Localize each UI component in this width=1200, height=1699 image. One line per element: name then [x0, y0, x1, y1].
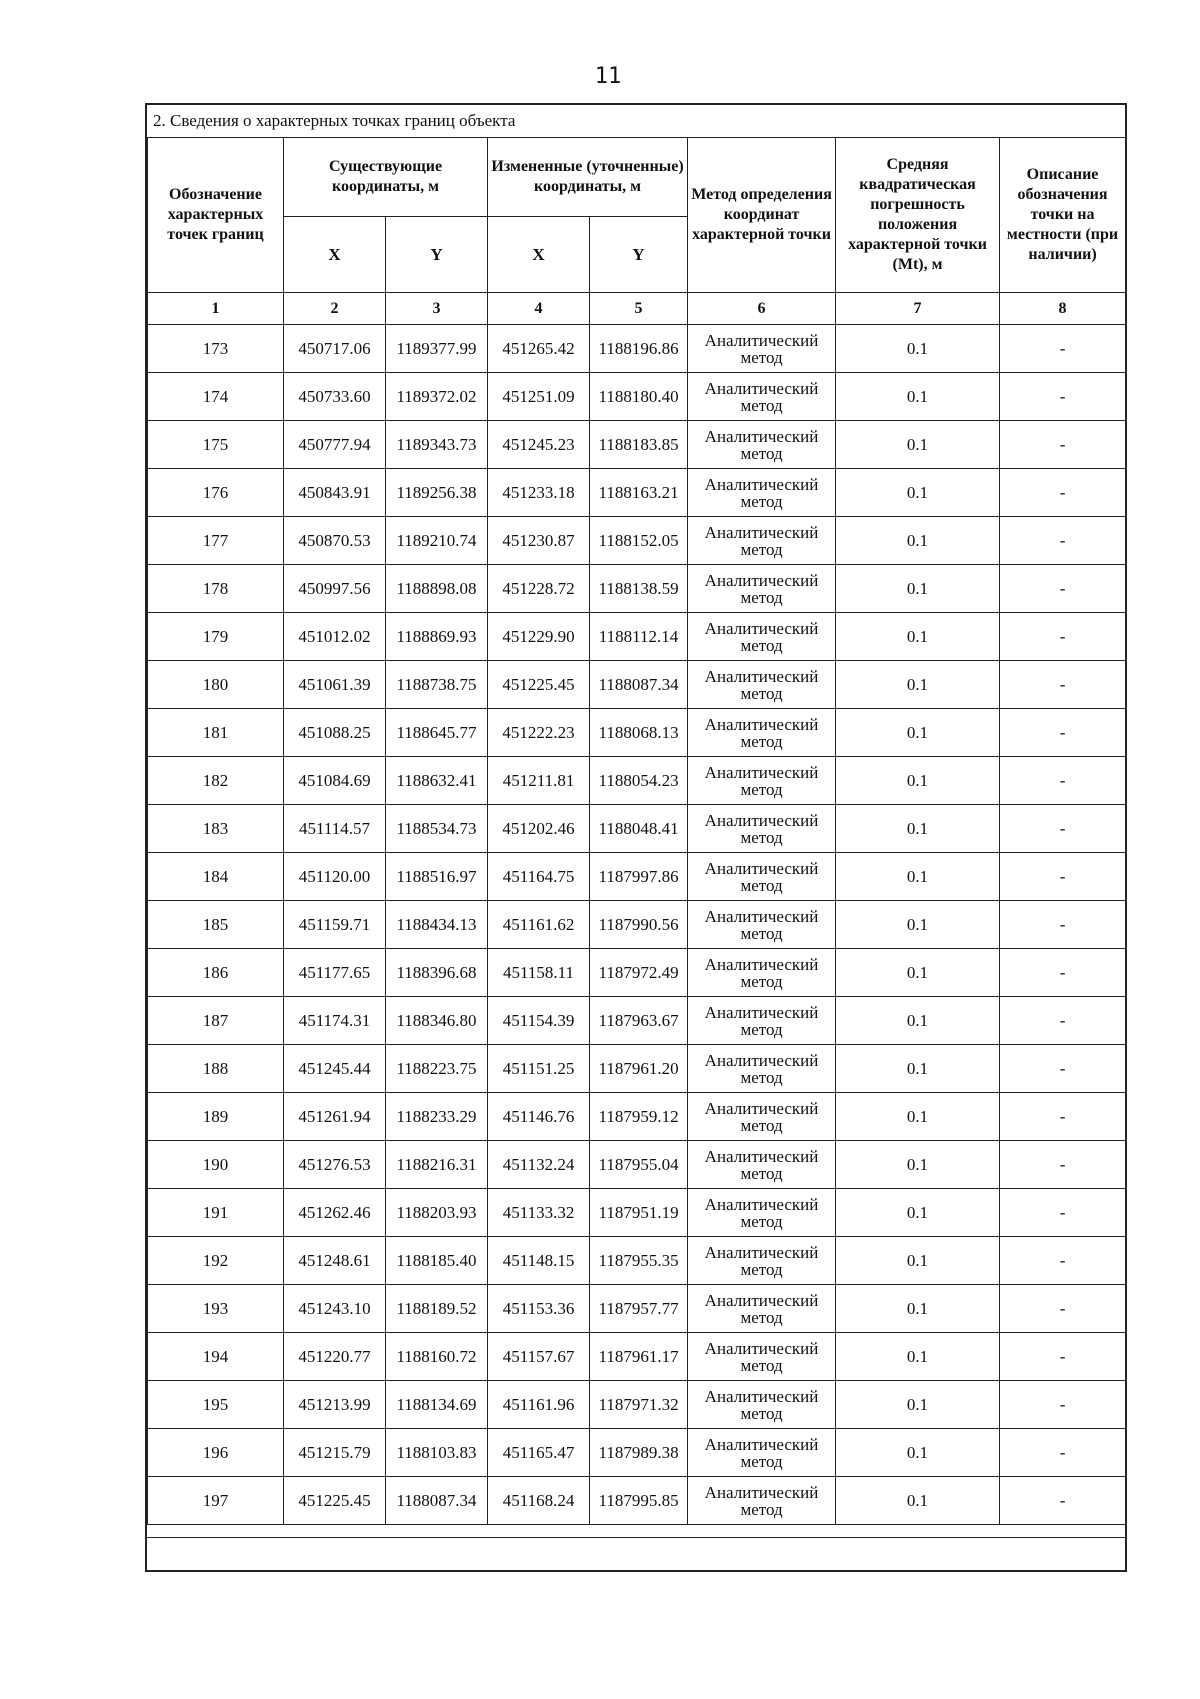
- method-cell: Аналитический метод: [688, 373, 836, 421]
- error-cell: 0.1: [836, 1285, 1000, 1333]
- existing-y-cell: 1188738.75: [386, 661, 488, 709]
- changed-y-cell: 1188163.21: [590, 469, 688, 517]
- changed-y-cell: 1188152.05: [590, 517, 688, 565]
- table-row: [148, 709, 1126, 757]
- existing-y-cell: 1189343.73: [386, 421, 488, 469]
- changed-y-cell: 1188087.34: [590, 661, 688, 709]
- changed-y-cell: 1187997.86: [590, 853, 688, 901]
- changed-y-cell: 1187963.67: [590, 997, 688, 1045]
- header-changed-x: X: [488, 217, 590, 293]
- table-row: [148, 1285, 1126, 1333]
- column-number: 7: [836, 293, 1000, 325]
- point-label-cell: 176: [148, 469, 284, 517]
- table-row: [148, 901, 1126, 949]
- column-number: 6: [688, 293, 836, 325]
- description-cell: -: [1000, 517, 1126, 565]
- method-cell: Аналитический метод: [688, 997, 836, 1045]
- existing-x-cell: 451220.77: [284, 1333, 386, 1381]
- column-number: 2: [284, 293, 386, 325]
- point-label-cell: 174: [148, 373, 284, 421]
- table-row: [148, 757, 1126, 805]
- changed-x-cell: 451202.46: [488, 805, 590, 853]
- header-changed-coords: Измененные (уточненные) координаты, м: [488, 138, 688, 217]
- existing-y-cell: 1188134.69: [386, 1381, 488, 1429]
- existing-y-cell: 1188189.52: [386, 1285, 488, 1333]
- method-cell: Аналитический метод: [688, 613, 836, 661]
- point-label-cell: 188: [148, 1045, 284, 1093]
- changed-y-cell: 1188068.13: [590, 709, 688, 757]
- existing-x-cell: 451261.94: [284, 1093, 386, 1141]
- method-cell: Аналитический метод: [688, 1381, 836, 1429]
- boundary-points-table: [147, 137, 1126, 1525]
- header-existing-coords: Существующие координаты, м: [284, 138, 488, 217]
- table-empty-footer-row: [147, 1537, 1125, 1570]
- page-number: 11: [594, 64, 622, 89]
- table-row: [148, 1333, 1126, 1381]
- point-label-cell: 185: [148, 901, 284, 949]
- table-row: [148, 805, 1126, 853]
- column-number: 1: [148, 293, 284, 325]
- existing-y-cell: 1188346.80: [386, 997, 488, 1045]
- table-row: [148, 469, 1126, 517]
- method-cell: Аналитический метод: [688, 1285, 836, 1333]
- column-number: 5: [590, 293, 688, 325]
- error-cell: 0.1: [836, 997, 1000, 1045]
- point-label-cell: 175: [148, 421, 284, 469]
- changed-x-cell: 451161.62: [488, 901, 590, 949]
- description-cell: -: [1000, 661, 1126, 709]
- point-label-cell: 193: [148, 1285, 284, 1333]
- error-cell: 0.1: [836, 325, 1000, 373]
- table-row: [148, 1045, 1126, 1093]
- header-description: Описание обозначения точки на местности (при наличии): [1000, 138, 1126, 293]
- method-cell: Аналитический метод: [688, 1477, 836, 1525]
- changed-x-cell: 451151.25: [488, 1045, 590, 1093]
- changed-y-cell: 1188180.40: [590, 373, 688, 421]
- existing-y-cell: 1188516.97: [386, 853, 488, 901]
- method-cell: Аналитический метод: [688, 1093, 836, 1141]
- method-cell: Аналитический метод: [688, 565, 836, 613]
- error-cell: 0.1: [836, 661, 1000, 709]
- existing-y-cell: 1188632.41: [386, 757, 488, 805]
- changed-x-cell: 451133.32: [488, 1189, 590, 1237]
- existing-x-cell: 451088.25: [284, 709, 386, 757]
- existing-x-cell: 451084.69: [284, 757, 386, 805]
- error-cell: 0.1: [836, 901, 1000, 949]
- error-cell: 0.1: [836, 1045, 1000, 1093]
- point-label-cell: 194: [148, 1333, 284, 1381]
- changed-y-cell: 1187951.19: [590, 1189, 688, 1237]
- existing-x-cell: 451225.45: [284, 1477, 386, 1525]
- existing-x-cell: 451245.44: [284, 1045, 386, 1093]
- changed-x-cell: 451164.75: [488, 853, 590, 901]
- error-cell: 0.1: [836, 1477, 1000, 1525]
- changed-y-cell: 1187955.35: [590, 1237, 688, 1285]
- existing-x-cell: 450733.60: [284, 373, 386, 421]
- error-cell: 0.1: [836, 853, 1000, 901]
- changed-y-cell: 1187972.49: [590, 949, 688, 997]
- changed-x-cell: 451168.24: [488, 1477, 590, 1525]
- point-label-cell: 179: [148, 613, 284, 661]
- method-cell: Аналитический метод: [688, 517, 836, 565]
- column-number: 8: [1000, 293, 1126, 325]
- description-cell: -: [1000, 853, 1126, 901]
- table-row: [148, 1189, 1126, 1237]
- changed-y-cell: 1188183.85: [590, 421, 688, 469]
- point-label-cell: 182: [148, 757, 284, 805]
- existing-y-cell: 1188396.68: [386, 949, 488, 997]
- error-cell: 0.1: [836, 1141, 1000, 1189]
- method-cell: Аналитический метод: [688, 805, 836, 853]
- point-label-cell: 177: [148, 517, 284, 565]
- description-cell: -: [1000, 949, 1126, 997]
- table-row: [148, 853, 1126, 901]
- changed-y-cell: 1188112.14: [590, 613, 688, 661]
- existing-x-cell: 451061.39: [284, 661, 386, 709]
- changed-y-cell: 1187971.32: [590, 1381, 688, 1429]
- existing-x-cell: 451177.65: [284, 949, 386, 997]
- error-cell: 0.1: [836, 949, 1000, 997]
- existing-x-cell: 451262.46: [284, 1189, 386, 1237]
- header-method: Метод определения координат характерной точки: [688, 138, 836, 293]
- existing-y-cell: 1188223.75: [386, 1045, 488, 1093]
- changed-x-cell: 451153.36: [488, 1285, 590, 1333]
- existing-y-cell: 1188898.08: [386, 565, 488, 613]
- changed-x-cell: 451229.90: [488, 613, 590, 661]
- existing-y-cell: 1188160.72: [386, 1333, 488, 1381]
- point-label-cell: 178: [148, 565, 284, 613]
- method-cell: Аналитический метод: [688, 325, 836, 373]
- column-number: 4: [488, 293, 590, 325]
- changed-x-cell: 451251.09: [488, 373, 590, 421]
- error-cell: 0.1: [836, 469, 1000, 517]
- error-cell: 0.1: [836, 1093, 1000, 1141]
- method-cell: Аналитический метод: [688, 1189, 836, 1237]
- error-cell: 0.1: [836, 1429, 1000, 1477]
- description-cell: -: [1000, 1477, 1126, 1525]
- existing-x-cell: 451243.10: [284, 1285, 386, 1333]
- table-row: [148, 949, 1126, 997]
- point-label-cell: 195: [148, 1381, 284, 1429]
- method-cell: Аналитический метод: [688, 853, 836, 901]
- description-cell: -: [1000, 373, 1126, 421]
- existing-x-cell: 451120.00: [284, 853, 386, 901]
- table-row: [148, 421, 1126, 469]
- header-existing-y: Y: [386, 217, 488, 293]
- point-label-cell: 189: [148, 1093, 284, 1141]
- point-label-cell: 191: [148, 1189, 284, 1237]
- table-row: [148, 997, 1126, 1045]
- description-cell: -: [1000, 805, 1126, 853]
- method-cell: Аналитический метод: [688, 757, 836, 805]
- existing-x-cell: 451213.99: [284, 1381, 386, 1429]
- error-cell: 0.1: [836, 565, 1000, 613]
- header-changed-y: Y: [590, 217, 688, 293]
- existing-y-cell: 1189372.02: [386, 373, 488, 421]
- table-row: [148, 1237, 1126, 1285]
- method-cell: Аналитический метод: [688, 1141, 836, 1189]
- point-label-cell: 197: [148, 1477, 284, 1525]
- existing-y-cell: 1188216.31: [386, 1141, 488, 1189]
- method-cell: Аналитический метод: [688, 949, 836, 997]
- existing-x-cell: 450997.56: [284, 565, 386, 613]
- description-cell: -: [1000, 757, 1126, 805]
- error-cell: 0.1: [836, 1333, 1000, 1381]
- point-label-cell: 180: [148, 661, 284, 709]
- error-cell: 0.1: [836, 517, 1000, 565]
- description-cell: -: [1000, 709, 1126, 757]
- existing-y-cell: 1188534.73: [386, 805, 488, 853]
- table-row: [148, 1141, 1126, 1189]
- error-cell: 0.1: [836, 1381, 1000, 1429]
- method-cell: Аналитический метод: [688, 661, 836, 709]
- existing-x-cell: 451215.79: [284, 1429, 386, 1477]
- description-cell: -: [1000, 1429, 1126, 1477]
- table-row: [148, 517, 1126, 565]
- method-cell: Аналитический метод: [688, 469, 836, 517]
- changed-x-cell: 451154.39: [488, 997, 590, 1045]
- description-cell: -: [1000, 1237, 1126, 1285]
- header-point-label: Обозначение характерных точек границ: [148, 138, 284, 293]
- existing-x-cell: 451159.71: [284, 901, 386, 949]
- column-number-row: [148, 293, 1126, 325]
- changed-y-cell: 1187961.20: [590, 1045, 688, 1093]
- changed-x-cell: 451211.81: [488, 757, 590, 805]
- changed-x-cell: 451233.18: [488, 469, 590, 517]
- changed-y-cell: 1187955.04: [590, 1141, 688, 1189]
- method-cell: Аналитический метод: [688, 1429, 836, 1477]
- existing-y-cell: 1188233.29: [386, 1093, 488, 1141]
- error-cell: 0.1: [836, 421, 1000, 469]
- description-cell: -: [1000, 1381, 1126, 1429]
- method-cell: Аналитический метод: [688, 901, 836, 949]
- changed-x-cell: 451158.11: [488, 949, 590, 997]
- changed-x-cell: 451157.67: [488, 1333, 590, 1381]
- existing-x-cell: 451276.53: [284, 1141, 386, 1189]
- existing-x-cell: 450870.53: [284, 517, 386, 565]
- existing-y-cell: 1188434.13: [386, 901, 488, 949]
- point-label-cell: 192: [148, 1237, 284, 1285]
- table-row: [148, 1477, 1126, 1525]
- existing-x-cell: 450843.91: [284, 469, 386, 517]
- method-cell: Аналитический метод: [688, 1045, 836, 1093]
- changed-x-cell: 451225.45: [488, 661, 590, 709]
- description-cell: -: [1000, 613, 1126, 661]
- header-error: Средняя квадратическая погрешность положения характерной точки (Mt), м: [836, 138, 1000, 293]
- table-row: [148, 325, 1126, 373]
- changed-x-cell: 451265.42: [488, 325, 590, 373]
- table-row: [148, 1381, 1126, 1429]
- description-cell: -: [1000, 1333, 1126, 1381]
- method-cell: Аналитический метод: [688, 1237, 836, 1285]
- existing-x-cell: 451248.61: [284, 1237, 386, 1285]
- description-cell: -: [1000, 421, 1126, 469]
- existing-y-cell: 1188869.93: [386, 613, 488, 661]
- existing-y-cell: 1189256.38: [386, 469, 488, 517]
- table-body: [148, 325, 1126, 1525]
- changed-y-cell: 1188196.86: [590, 325, 688, 373]
- description-cell: -: [1000, 1141, 1126, 1189]
- point-label-cell: 186: [148, 949, 284, 997]
- point-label-cell: 183: [148, 805, 284, 853]
- changed-y-cell: 1187989.38: [590, 1429, 688, 1477]
- changed-y-cell: 1188048.41: [590, 805, 688, 853]
- changed-x-cell: 451228.72: [488, 565, 590, 613]
- table-row: [148, 661, 1126, 709]
- changed-x-cell: 451222.23: [488, 709, 590, 757]
- error-cell: 0.1: [836, 613, 1000, 661]
- existing-x-cell: 451174.31: [284, 997, 386, 1045]
- changed-y-cell: 1187995.85: [590, 1477, 688, 1525]
- table-row: [148, 1093, 1126, 1141]
- description-cell: -: [1000, 1045, 1126, 1093]
- existing-y-cell: 1188087.34: [386, 1477, 488, 1525]
- table-row: [148, 613, 1126, 661]
- changed-y-cell: 1187990.56: [590, 901, 688, 949]
- existing-y-cell: 1188103.83: [386, 1429, 488, 1477]
- existing-x-cell: 450777.94: [284, 421, 386, 469]
- existing-y-cell: 1188645.77: [386, 709, 488, 757]
- changed-y-cell: 1188138.59: [590, 565, 688, 613]
- changed-y-cell: 1187959.12: [590, 1093, 688, 1141]
- point-label-cell: 173: [148, 325, 284, 373]
- method-cell: Аналитический метод: [688, 709, 836, 757]
- point-label-cell: 190: [148, 1141, 284, 1189]
- changed-x-cell: 451132.24: [488, 1141, 590, 1189]
- point-label-cell: 196: [148, 1429, 284, 1477]
- error-cell: 0.1: [836, 373, 1000, 421]
- existing-x-cell: 451012.02: [284, 613, 386, 661]
- description-cell: -: [1000, 325, 1126, 373]
- existing-y-cell: 1188203.93: [386, 1189, 488, 1237]
- description-cell: -: [1000, 901, 1126, 949]
- existing-y-cell: 1189377.99: [386, 325, 488, 373]
- description-cell: -: [1000, 1093, 1126, 1141]
- existing-y-cell: 1189210.74: [386, 517, 488, 565]
- error-cell: 0.1: [836, 805, 1000, 853]
- point-label-cell: 184: [148, 853, 284, 901]
- table-row: [148, 373, 1126, 421]
- description-cell: -: [1000, 1189, 1126, 1237]
- method-cell: Аналитический метод: [688, 421, 836, 469]
- changed-x-cell: 451148.15: [488, 1237, 590, 1285]
- error-cell: 0.1: [836, 709, 1000, 757]
- description-cell: -: [1000, 1285, 1126, 1333]
- existing-y-cell: 1188185.40: [386, 1237, 488, 1285]
- changed-y-cell: 1187961.17: [590, 1333, 688, 1381]
- method-cell: Аналитический метод: [688, 1333, 836, 1381]
- changed-x-cell: 451146.76: [488, 1093, 590, 1141]
- description-cell: -: [1000, 469, 1126, 517]
- description-cell: -: [1000, 997, 1126, 1045]
- changed-x-cell: 451230.87: [488, 517, 590, 565]
- changed-x-cell: 451165.47: [488, 1429, 590, 1477]
- changed-y-cell: 1187957.77: [590, 1285, 688, 1333]
- existing-x-cell: 450717.06: [284, 325, 386, 373]
- changed-x-cell: 451245.23: [488, 421, 590, 469]
- error-cell: 0.1: [836, 1237, 1000, 1285]
- table-row: [148, 1429, 1126, 1477]
- existing-x-cell: 451114.57: [284, 805, 386, 853]
- column-number: 3: [386, 293, 488, 325]
- changed-x-cell: 451161.96: [488, 1381, 590, 1429]
- description-cell: -: [1000, 565, 1126, 613]
- point-label-cell: 181: [148, 709, 284, 757]
- table-row: [148, 565, 1126, 613]
- error-cell: 0.1: [836, 1189, 1000, 1237]
- point-label-cell: 187: [148, 997, 284, 1045]
- section-title: 2. Сведения о характерных точках границ объекта: [153, 111, 516, 130]
- header-existing-x: X: [284, 217, 386, 293]
- changed-y-cell: 1188054.23: [590, 757, 688, 805]
- error-cell: 0.1: [836, 757, 1000, 805]
- boundary-points-sheet: [145, 103, 1127, 1572]
